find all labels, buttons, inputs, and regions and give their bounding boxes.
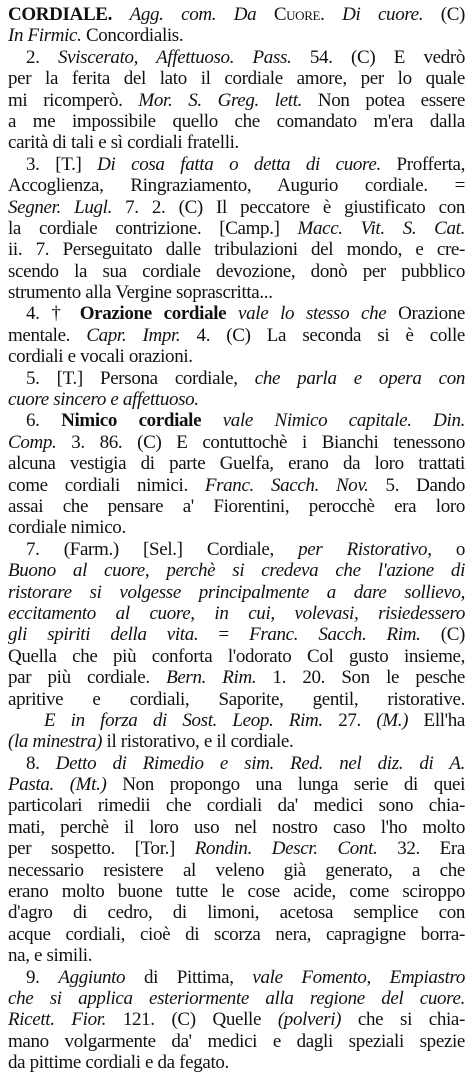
text-line	[8, 197, 465, 218]
text-span: (polveri)	[277, 1009, 342, 1031]
text-span: ii. 7. Perseguitato dalle tribulazioni del mondo, e cre-	[8, 239, 465, 261]
text-line	[8, 860, 465, 881]
text-span: 121. (C) Quelle	[106, 1009, 278, 1031]
text-span: o	[431, 538, 465, 560]
text-span: Concordialis.	[81, 25, 184, 47]
text-span: assai che pensare a' Fiorentini, perocchè era loro	[8, 495, 465, 517]
text-span: 1. 20. Son le pesche	[256, 667, 465, 689]
text-line	[8, 346, 465, 367]
text-line	[8, 1052, 465, 1073]
text-span: Non propongo una lunga serie di quei	[106, 774, 465, 796]
text-line	[8, 539, 465, 560]
text-line	[8, 389, 465, 410]
text-line	[8, 731, 465, 752]
text-line	[8, 68, 465, 89]
text-span: gli spiriti della vita.	[8, 624, 199, 646]
text-span: CORDIALE.	[8, 4, 113, 25]
text-span: cuore sincero e affettuoso.	[8, 389, 199, 411]
text-span: mentale.	[8, 324, 87, 346]
text-line	[8, 154, 465, 175]
text-span: Sviscerato, Affettuoso. Pass.	[58, 46, 292, 68]
text-span: per Ristorativo,	[298, 538, 432, 560]
text-span: mi ricomperò.	[8, 89, 139, 111]
dictionary-entry-cordiale	[8, 4, 465, 1074]
text-span: Franc. Sacch. Rim.	[249, 624, 421, 646]
text-line	[8, 902, 465, 923]
text-line	[8, 111, 465, 132]
text-span: cordiale nimico.	[8, 517, 126, 539]
text-span: 8.	[26, 752, 56, 774]
text-span: Bern. Rim.	[166, 667, 257, 689]
text-line	[8, 175, 465, 196]
text-line	[8, 368, 465, 389]
text-span: Detto di Rimedio e sim. Red. nel diz. di A.	[55, 752, 465, 774]
text-span: Da	[233, 4, 257, 25]
text-line	[8, 667, 465, 688]
text-span: Orazione cordiale	[79, 303, 227, 325]
text-span: Pasta. (Mt.)	[8, 774, 107, 796]
text-span: Mor. S. Greg. lett.	[138, 89, 303, 111]
text-span: Franc. Sacch. Nov.	[204, 474, 369, 496]
text-span: 6.	[26, 410, 62, 432]
text-line	[8, 25, 465, 46]
text-line	[8, 795, 465, 816]
text-span: Aggiunto	[58, 966, 126, 988]
text-span: apritive e cordiali, Saporite, gentil, ristorative.	[8, 688, 465, 710]
text-span: vale lo stesso che	[238, 303, 387, 325]
text-span: 3. 86. (C) E contuttochè i Bianchi tenessono	[56, 431, 465, 453]
text-line	[8, 881, 465, 902]
text-span	[112, 4, 130, 25]
text-span: erano molto buone tutte le cose acide, come sciroppo	[8, 881, 465, 903]
text-line	[8, 774, 465, 795]
text-span: eccitamento al cuore, in cui, volevasi, risiedessero	[8, 602, 465, 624]
text-span: particolari rimedii che cordiali da' medici sono chia-	[8, 795, 465, 817]
text-span	[201, 410, 223, 431]
text-span: Cuore	[273, 4, 321, 25]
text-line	[8, 453, 465, 474]
text-span: Di cosa fatta o detta di cuore.	[97, 153, 381, 175]
text-span: =	[198, 624, 250, 646]
text-span: na, e simili.	[8, 945, 93, 967]
text-span: 7. (Farm.) [Sel.] Cordiale,	[26, 538, 299, 560]
text-span: la cordiale contrizione. [Camp.]	[8, 217, 298, 239]
text-line	[8, 967, 465, 988]
text-line	[8, 753, 465, 774]
text-span: Capr. Impr.	[86, 324, 181, 346]
text-span: par più cordiale.	[8, 667, 167, 689]
text-span: Profferta,	[380, 153, 465, 175]
text-span: mano volgarmente da' medici e dagli speziali spezie	[8, 1030, 465, 1052]
text-span: acque cordiali, cioè di scorza nera, capragigne borra-	[8, 923, 465, 945]
text-span: 27.	[322, 709, 377, 731]
text-span: 4. †	[26, 303, 80, 325]
text-line	[8, 410, 465, 431]
text-line	[8, 945, 465, 966]
text-span: per sospetto. [Tor.]	[8, 838, 195, 860]
text-line	[8, 517, 465, 538]
text-span: ristorare si volgesse principalmente a dare sollievo,	[8, 581, 465, 603]
text-span: Agg. com.	[129, 4, 217, 25]
text-span: Orazione	[386, 303, 465, 325]
text-span: Nimico cordiale	[61, 410, 202, 432]
text-span: il ristorativo, e il cordiale.	[102, 731, 294, 753]
text-line	[8, 303, 465, 324]
text-span: che parla e opera con	[254, 367, 465, 389]
text-span: scendo la sua cordiale devozione, donò per pubblico	[8, 260, 465, 282]
text-span: Accoglienza, Ringraziamento, Augurio cordiale. =	[8, 175, 465, 197]
text-span: Ell'ha	[408, 709, 465, 731]
text-span: .	[320, 4, 343, 25]
text-line	[8, 603, 465, 624]
text-span: Ricett. Fior.	[8, 1009, 107, 1031]
text-span: Di cuore.	[342, 4, 424, 25]
text-span: 5. [T.] Persona cordiale,	[26, 367, 255, 389]
text-line	[8, 1031, 465, 1052]
text-span: carità di tali e sì cordiali fratelli.	[8, 132, 239, 154]
text-span: 3. [T.]	[26, 153, 98, 175]
text-line	[8, 239, 465, 260]
text-span: strumento alla Vergine soprascritta...	[8, 282, 273, 304]
text-span: d'agro di cedro, di limoni, acetosa semplice con	[8, 902, 465, 924]
text-span: Buono al cuore, perchè si credeva che l'azione di	[8, 560, 465, 582]
text-span: vale Nimico capitale. Din.	[222, 410, 465, 432]
text-line	[8, 924, 465, 945]
text-line	[8, 1009, 465, 1030]
text-line	[8, 817, 465, 838]
text-line	[8, 90, 465, 111]
text-line	[8, 282, 465, 303]
text-span: che si chia-	[341, 1009, 465, 1031]
text-span: per la ferita del lato il cordiale amore, per lo quale	[8, 68, 465, 90]
text-span: (C)	[420, 624, 465, 646]
text-line	[8, 582, 465, 603]
text-span: vale Fomento, Empiastro	[252, 966, 465, 988]
text-span: che si applica esteriormente alla regione del cuore.	[8, 987, 465, 1009]
text-span: di Pittima,	[125, 966, 253, 988]
text-span: come cordiali nimici.	[8, 474, 205, 496]
text-span: In Firmic.	[8, 25, 82, 47]
text-span: Comp.	[8, 431, 57, 453]
text-line	[8, 4, 465, 25]
text-span: cordiali e vocali orazioni.	[8, 346, 193, 368]
text-span: (C)	[423, 4, 465, 25]
text-span: 9.	[26, 966, 59, 988]
text-span: a me impossibile quello che comandato m'era dalla	[8, 110, 465, 132]
text-span	[256, 4, 274, 25]
text-span: da pittime cordiali e da fegato.	[8, 1052, 229, 1074]
text-span: E in forza di Sost. Leop. Rim.	[44, 709, 323, 731]
text-line	[8, 496, 465, 517]
text-line	[8, 988, 465, 1009]
text-line	[8, 560, 465, 581]
text-span: 54. (C) E vedrò	[291, 46, 465, 68]
text-span: alcuna vestigia di parte Guelfa, erano da loro trattati	[8, 453, 465, 475]
text-span: Macc. Vit. S. Cat.	[297, 217, 465, 239]
text-line	[8, 47, 465, 68]
text-line	[8, 838, 465, 859]
text-line	[8, 646, 465, 667]
text-line	[8, 624, 465, 645]
text-span: 5. Dando	[368, 474, 465, 496]
text-span	[216, 4, 234, 25]
text-line	[8, 132, 465, 153]
text-span: mati, perchè il loro uso nel nostro caso l'ho molto	[8, 816, 465, 838]
text-span: Segner. Lugl.	[8, 196, 112, 218]
text-line	[8, 261, 465, 282]
text-span: Non potea essere	[302, 89, 465, 111]
text-line	[8, 689, 465, 710]
text-line	[8, 475, 465, 496]
text-span: 4. (C) La seconda si è colle	[180, 324, 465, 346]
text-span: Rondin. Descr. Cont.	[194, 838, 378, 860]
text-span: 32. Era	[377, 838, 465, 860]
text-span: Quella che più conforta l'odorato Col gusto insieme,	[8, 645, 465, 667]
text-span	[226, 303, 238, 324]
text-span: 2.	[26, 46, 58, 68]
text-span: necessario resistere al veleno già generato, a che	[8, 859, 465, 881]
text-line	[8, 710, 465, 731]
text-span: (la minestra)	[8, 731, 103, 753]
text-line	[8, 325, 465, 346]
text-span: (M.)	[376, 709, 409, 731]
text-line	[8, 432, 465, 453]
text-line	[8, 218, 465, 239]
text-span: 7. 2. (C) Il peccatore è giustificato con	[111, 196, 465, 218]
